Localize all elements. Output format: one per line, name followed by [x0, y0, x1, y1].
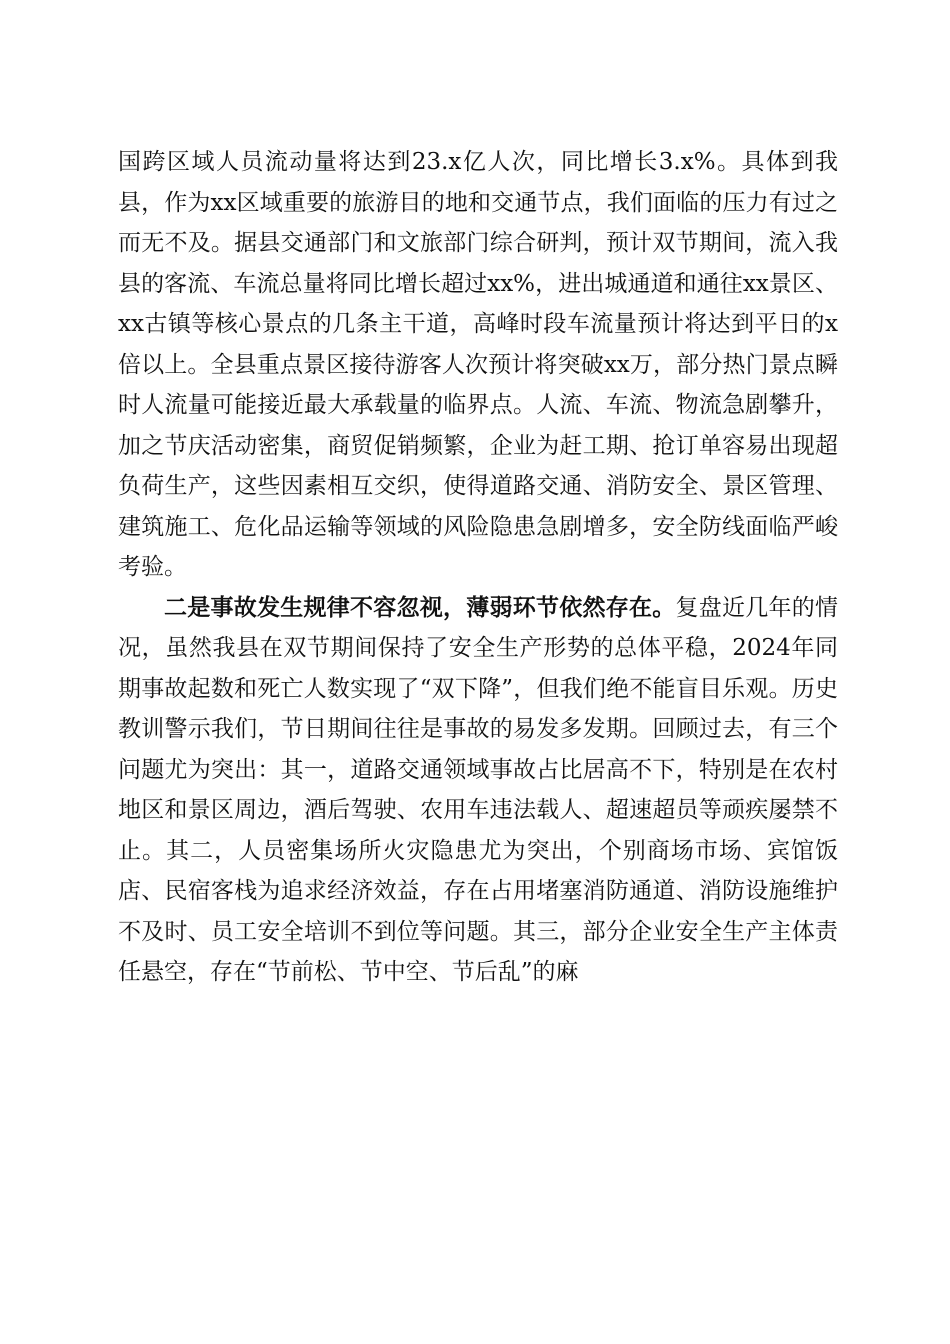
- paragraph-text: 国跨区域人员流动量将达到23.x亿人次，同比增长3.x%。具体到我县，作为xx区域重要的旅游目的地和交通节点，我们面临的压力有过之而无不及。据县交通部门和文旅部门综合研判，预计双节期间，流入我县的客流、车流总量将同比增长超过xx%，进出城通道和通往xx景区、xx古镇等核心景点的几条主干道，高峰时段车流量预计将达到平日的x倍以上。全县重点景区接待游客人次预计将突破xx万，部分热门景点瞬时人流量可能接近最大承载量的临界点。人流、车流、物流急剧攀升，加之节庆活动密集，商贸促销频繁，企业为赶工期、抢订单容易出现超负荷生产，这些因素相互交织，使得道路交通、消防安全、景区管理、建筑施工、危化品运输等领域的风险隐患急剧增多，安全防线面临严峻考验。: [118, 149, 838, 580]
- paragraph-lead-heading: 二是事故发生规律不容忽视，薄弱环节依然存在。: [164, 593, 676, 621]
- paragraph-continuation: [118, 142, 838, 588]
- body-text: [118, 142, 838, 993]
- paragraph-text: 复盘近几年的情况，虽然我县在双节期间保持了安全生产形势的总体平稳，2024年同期事故起数和死亡人数实现了“双下降”，但我们绝不能盲目乐观。历史教训警示我们，节日期间往往是事故的易发多发期。回顾过去，有三个问题尤为突出：其一，道路交通领域事故占比居高不下，特别是在农村地区和景区周边，酒后驾驶、农用车违法载人、超速超员等顽疾屡禁不止。其二，人员密集场所火灾隐患尤为突出，个别商场市场、宾馆饭店、民宿客栈为追求经济效益，存在占用堵塞消防通道、消防设施维护不及时、员工安全培训不到位等问题。其三，部分企业安全生产主体责任悬空，存在“节前松、节中空、节后乱”的麻: [118, 594, 838, 985]
- paragraph-point-two: [118, 588, 838, 993]
